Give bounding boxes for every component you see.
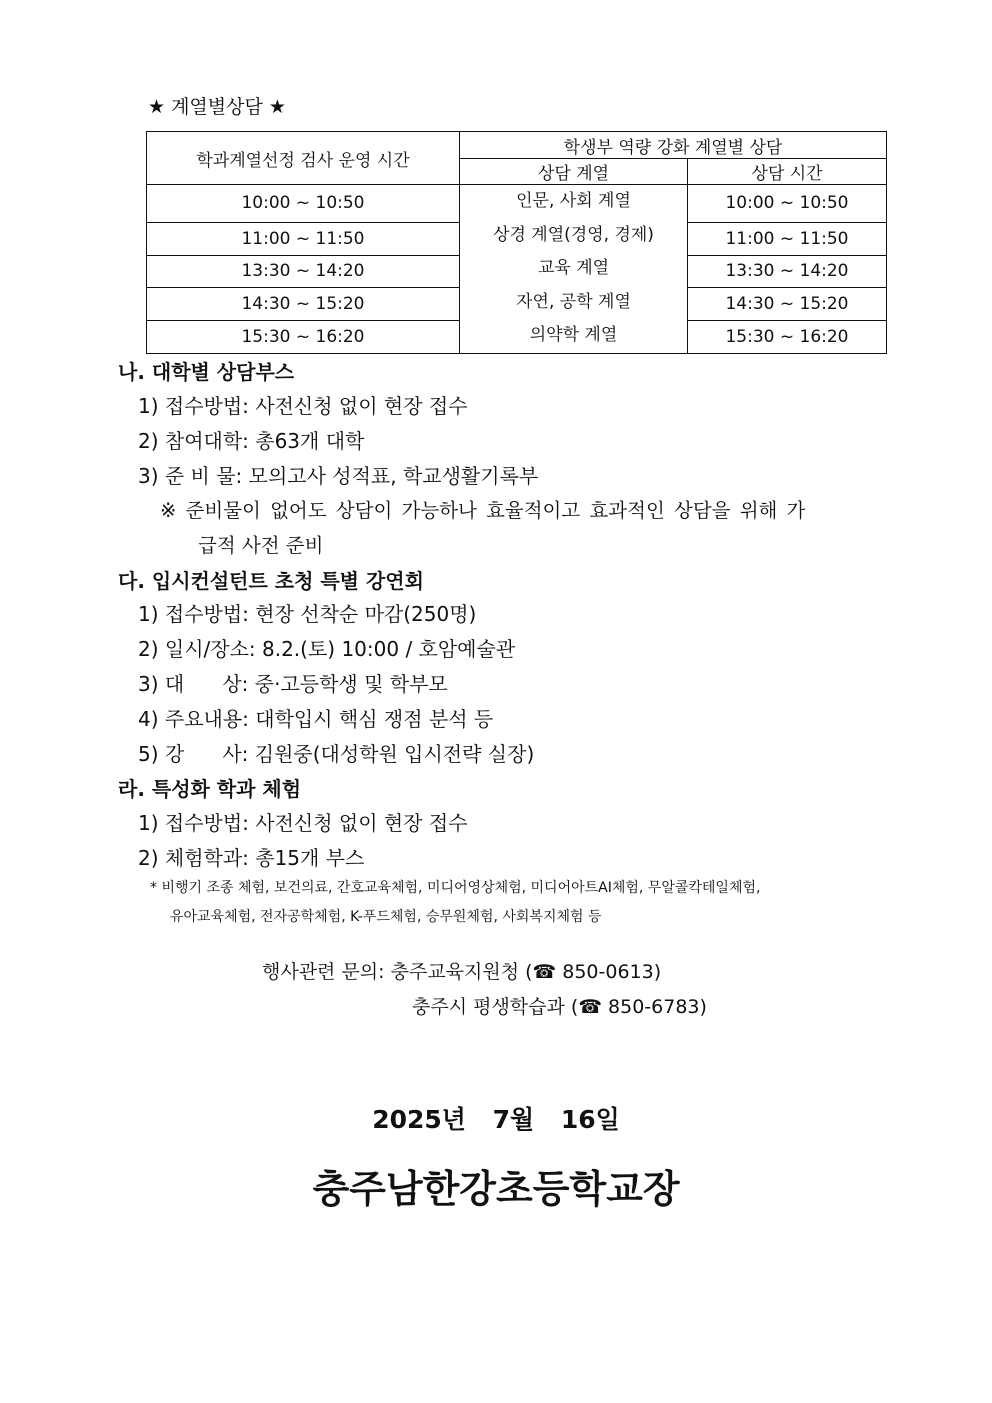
heading-department-experience: 라. 특성화 학과 체험: [118, 777, 302, 801]
list-item: 3) 대 상: 중·고등학생 및 학부모: [138, 672, 448, 696]
experience-detail-line: * 비행기 조종 체험, 보건의료, 간호교육체험, 미디어영상체험, 미디어아트AI체험, 무알콜칵테일체험,: [150, 880, 761, 896]
exam-time-cell: 11:00 ~ 11:50: [147, 222, 460, 255]
consult-group-header: 학생부 역량 강화 계열별 상담: [460, 132, 887, 159]
list-item: 2) 참여대학: 총63개 대학: [138, 429, 365, 453]
list-item: 4) 주요내용: 대학입시 핵심 쟁점 분석 등: [138, 707, 494, 731]
section-title: ★ 계열별상담 ★: [148, 96, 286, 118]
field-item: 교육 계열: [537, 258, 610, 278]
field-item: 의약학 계열: [529, 325, 618, 345]
contact-line: 행사관련 문의: 충주교육지원청 (☎ 850-0613): [262, 961, 662, 983]
consult-time-cell: 13:30 ~ 14:20: [688, 255, 887, 288]
field-item: 인문, 사회 계열: [516, 191, 631, 211]
experience-detail-line: 유아교육체험, 전자공학체험, K-푸드체험, 승무원체험, 사회복지체험 등: [170, 909, 602, 925]
list-item: 3) 준 비 물: 모의고사 성적표, 학교생활기록부: [138, 464, 539, 488]
field-item: 자연, 공학 계열: [516, 291, 631, 312]
consult-time-cell: 14:30 ~ 15:20: [688, 288, 887, 321]
list-item: 2) 체험학과: 총15개 부스: [138, 846, 365, 870]
exam-time-cell: 14:30 ~ 15:20: [147, 288, 460, 321]
exam-time-cell: 15:30 ~ 16:20: [147, 320, 460, 353]
schedule-table: [146, 131, 887, 354]
exam-time-cell: 10:00 ~ 10:50: [147, 185, 460, 223]
field-item: 상경 계열(경영, 경제): [493, 224, 654, 245]
exam-time-header: 학과계열선정 검사 운영 시간: [147, 132, 460, 185]
issuer-name: 충주남한강초등학교장: [312, 1167, 680, 1211]
heading-university-booth: 나. 대학별 상담부스: [118, 360, 295, 384]
document-date: 2025년 7월 16일: [372, 1105, 620, 1134]
note-line: 급적 사전 준비: [198, 534, 324, 557]
list-item: 1) 접수방법: 현장 선착순 마감(250명): [138, 602, 477, 626]
list-item: 2) 일시/장소: 8.2.(토) 10:00 / 호암예술관: [138, 637, 516, 661]
list-item: 1) 접수방법: 사전신청 없이 현장 접수: [138, 811, 468, 835]
contact-line: 충주시 평생학습과 (☎ 850-6783): [412, 996, 707, 1018]
consult-time-cell: 15:30 ~ 16:20: [688, 320, 887, 353]
consult-time-cell: 10:00 ~ 10:50: [688, 185, 887, 223]
field-header: 상담 계열: [460, 159, 688, 185]
heading-special-lecture: 다. 입시컨설턴트 초청 특별 강연회: [118, 569, 424, 593]
exam-time-cell: 13:30 ~ 14:20: [147, 255, 460, 288]
note-line: ※ 준비물이 없어도 상담이 가능하나 효율적이고 효과적인 상담을 위해 가: [160, 499, 806, 522]
field-list-cell: [460, 185, 688, 354]
consult-time-header: 상담 시간: [688, 159, 887, 185]
list-item: 1) 접수방법: 사전신청 없이 현장 접수: [138, 394, 468, 418]
list-item: 5) 강 사: 김원중(대성학원 입시전략 실장): [138, 742, 535, 766]
consult-time-cell: 11:00 ~ 11:50: [688, 222, 887, 255]
